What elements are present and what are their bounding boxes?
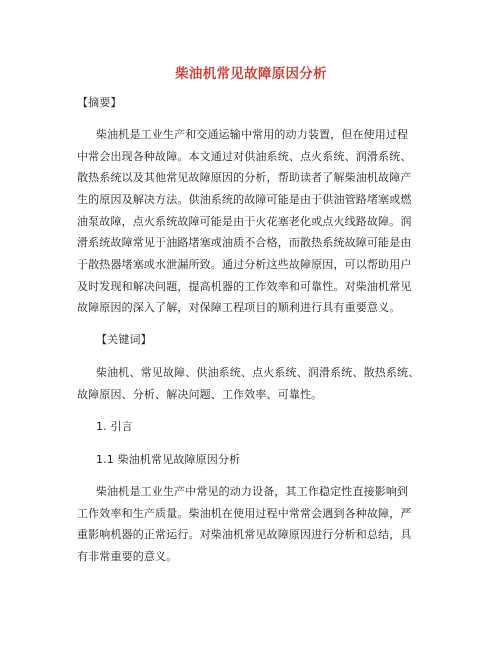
body-line: 柴油机是工业生产中常见的动力设备，其工作稳定性直接影响到 (96, 485, 409, 498)
section-heading: 1. 引言 (96, 420, 133, 433)
abstract-line: 生的原因及解决方法。供油系统的故障可能是由于供油管路堵塞或燃 (77, 193, 412, 206)
keywords-heading: 【关键词】 (96, 333, 152, 346)
abstract-line: 散热系统以及其他常见故障原因的分析，帮助读者了解柴油机故障产 (77, 171, 412, 184)
abstract-line: 中常会出现各种故障。本文通过对供油系统、点火系统、润滑系统、 (77, 150, 412, 163)
abstract-line: 滑系统故障常见于油路堵塞或油质不合格，而散热系统故障可能是由 (77, 236, 412, 249)
abstract-line: 柴油机是工业生产和交通运输中常用的动力装置，但在使用过程 (96, 128, 409, 141)
body-line: 有非常重要的意义。 (77, 550, 178, 563)
abstract-line: 于散热器堵塞或水泄漏所致。通过分析这些故障原因，可以帮助用户 (77, 258, 412, 271)
abstract-heading: 【摘要】 (77, 96, 122, 109)
page-title: 柴油机常见故障原因分析 (175, 66, 327, 82)
body-line: 重影响机器的正常运行。对柴油机常见故障原因进行分析和总结，具 (77, 528, 412, 541)
abstract-line: 故障原因的深入了解，对保障工程项目的顺利进行具有重要意义。 (77, 301, 401, 314)
subsection-heading: 1.1 柴油机常见故障原因分析 (96, 453, 241, 466)
keywords-line: 柴油机、常见故障、供油系统、点火系统、润滑系统、散热系统、 (96, 366, 420, 379)
abstract-line: 及时发现和解决问题，提高机器的工作效率和可靠性。对柴油机常见 (77, 280, 412, 293)
abstract-line: 油泵故障，点火系统故障可能是由于火花塞老化或点火线路故障。润 (77, 215, 412, 228)
keywords-line: 故障原因、分析、解决问题、工作效率、可靠性。 (77, 388, 323, 401)
body-line: 工作效率和生产质量。柴油机在使用过程中常常会遇到各种故障，严 (77, 507, 412, 520)
